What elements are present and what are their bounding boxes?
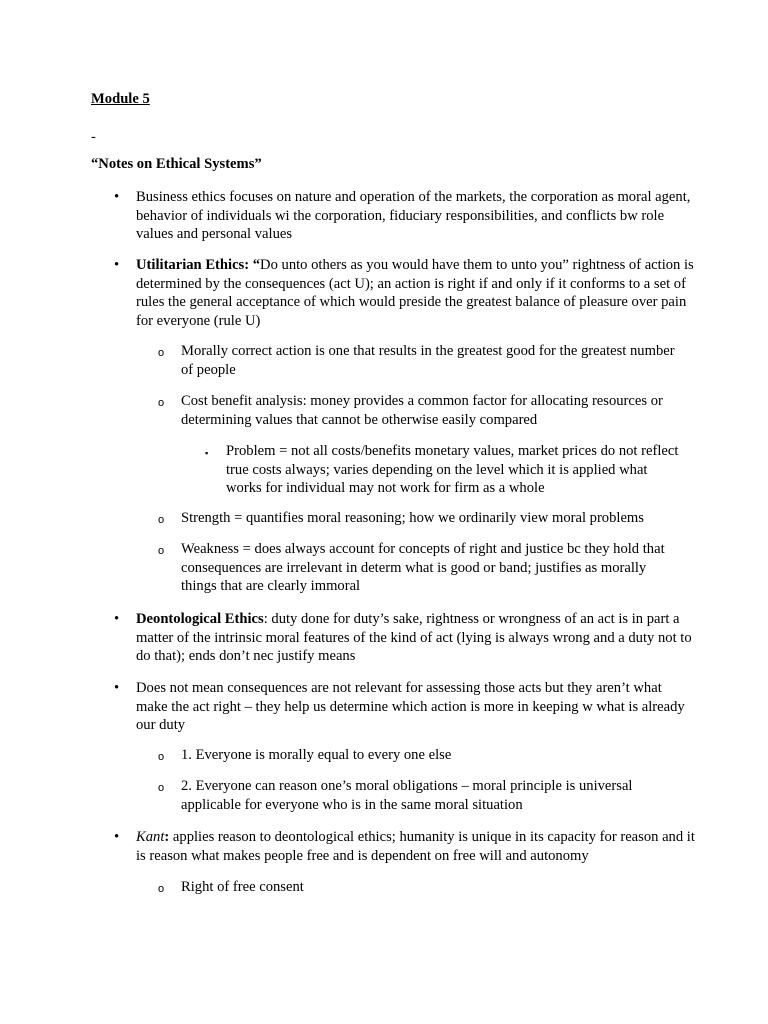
dash-line: - <box>91 129 96 145</box>
sub-bullet-marker: o <box>158 782 165 794</box>
sub-bullet-marker: o <box>158 545 165 557</box>
kant-label: Kant <box>136 829 165 845</box>
bullet-marker: • <box>114 829 120 845</box>
sub-bullet-marker: o <box>158 347 165 359</box>
bullet-marker: • <box>114 680 120 696</box>
bullet-consequences: Does not mean consequences are not relevant for assessing those acts but they aren’t what make the act right – they help us determine which action is more in keeping w what is already our duty <box>136 680 685 734</box>
sub-item-weakness: Weakness = does always account for concepts of right and justice bc they hold that consequences are irrelevant in determ what is good or band; justifies as morally things that are clearly immoral <box>181 541 665 595</box>
sub-item-cost-benefit: Cost benefit analysis: money provides a common factor for allocating resources or determining values that cannot be otherwise easily compared <box>181 393 663 428</box>
utilitarian-text: Do unto others as you would have them to unto you” rightness of action is determined by the consequences (act U); an action is right if and only if it conforms to a set of rules the general acceptance of which would preside the greatest balance of pleasure over pain for everyone (rule U) <box>136 257 694 329</box>
sub-sub-bullet-marker: ▪ <box>205 448 209 458</box>
bullet-marker: • <box>114 189 120 205</box>
sub-sub-item-problem: Problem = not all costs/benefits monetary values, market prices do not reflect true costs always; varies depending on the level which it is applied what works for individual may not work for firm as a whole <box>226 443 679 497</box>
bullet-business-ethics: Business ethics focuses on nature and operation of the markets, the corporation as moral agent, behavior of individuals wi the corporation, fiduciary responsibilities, and conflicts bw role values and personal values <box>136 189 691 243</box>
sub-bullet-marker: o <box>158 514 165 526</box>
sub-bullet-marker: o <box>158 397 165 409</box>
notes-title: “Notes on Ethical Systems” <box>91 156 262 172</box>
sub-bullet-marker: o <box>158 883 165 895</box>
bullet-marker: • <box>114 611 120 627</box>
utilitarian-label: Utilitarian Ethics: “ <box>136 257 261 273</box>
kant-text: applies reason to deontological ethics; humanity is unique in its capacity for reason and it is reason what makes people free and is dependent on free will and autonomy <box>136 829 695 864</box>
sub-item-free-consent: Right of free consent <box>181 879 304 895</box>
bullet-kant <box>136 828 696 865</box>
bullet-utilitarian <box>136 256 696 330</box>
sub-item-reason-obligations: 2. Everyone can reason one’s moral obligations – moral principle is universal applicable for everyone who is in the same moral situation <box>181 778 633 813</box>
sub-item-morally-correct: Morally correct action is one that results in the greatest good for the greatest number of people <box>181 343 675 378</box>
deontological-label: Deontological Ethics <box>136 611 264 627</box>
sub-item-morally-equal: 1. Everyone is morally equal to every one else <box>181 747 452 763</box>
deontological-text: : duty done for duty’s sake, rightness or wrongness of an act is in part a matter of the intrinsic moral features of the kind of act (lying is always wrong and a duty not to do that); ends don’t nec justify means <box>136 611 692 665</box>
bullet-deontological <box>136 610 696 666</box>
sub-item-strength: Strength = quantifies moral reasoning; how we ordinarily view moral problems <box>181 510 644 526</box>
sub-bullet-marker: o <box>158 751 165 763</box>
kant-colon: : <box>164 829 170 845</box>
module-heading: Module 5 <box>91 91 150 107</box>
bullet-marker: • <box>114 257 120 273</box>
